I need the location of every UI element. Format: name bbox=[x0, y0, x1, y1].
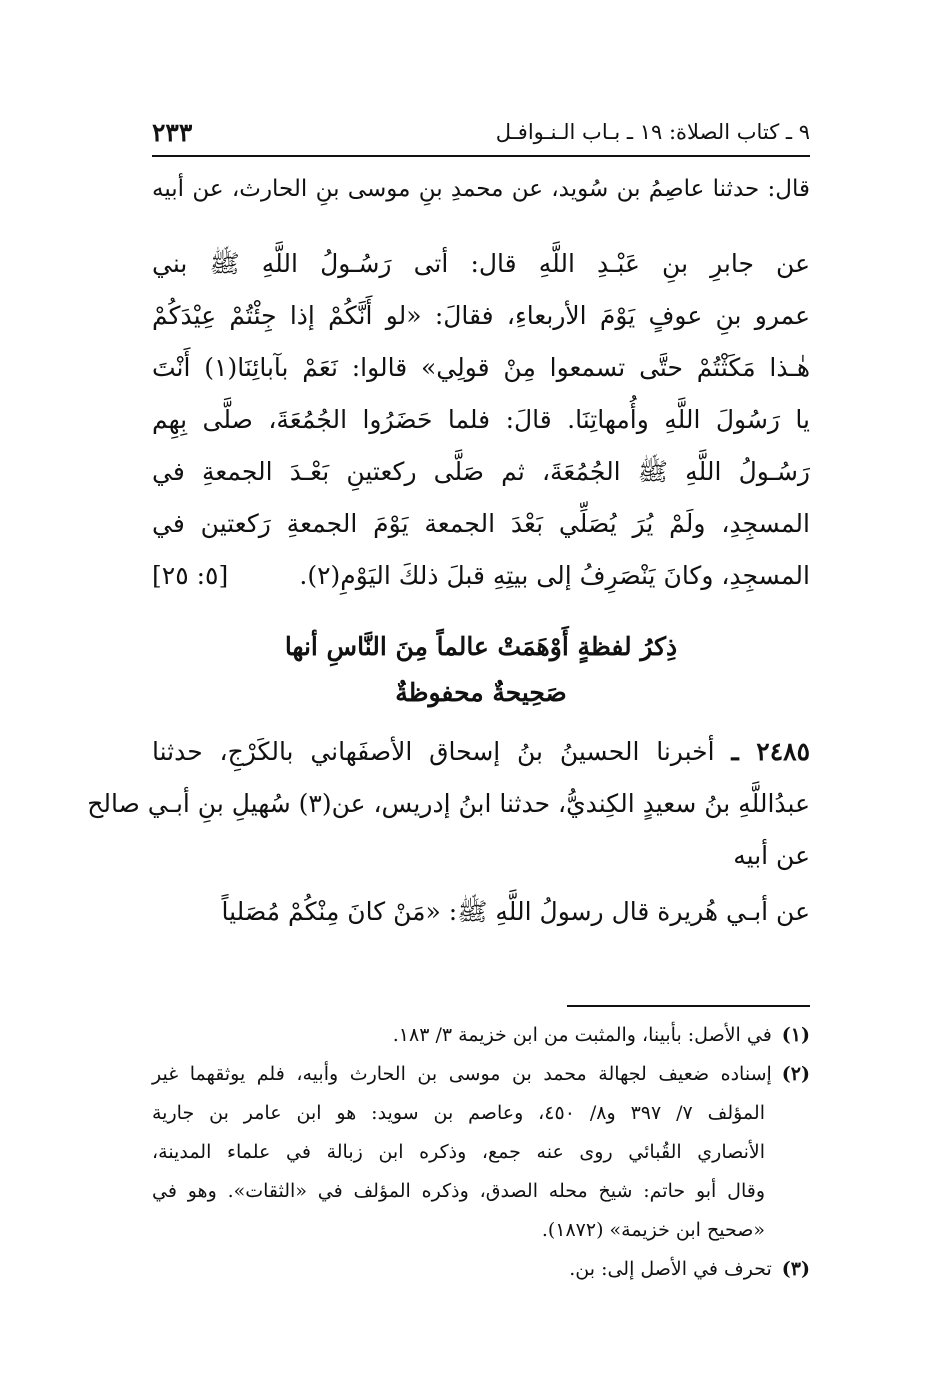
footnotes bbox=[152, 1016, 810, 1289]
text-line-with-reference bbox=[152, 550, 810, 602]
footnote-marker: (١) bbox=[781, 1024, 810, 1046]
hadith-isnad-2 bbox=[87, 726, 810, 882]
header-rule bbox=[152, 155, 810, 157]
footnote-line: المؤلف ٧/ ٣٩٧ و٨/ ٤٥٠، وعاصم بن سويد: هو ابن عامر بن جارية bbox=[152, 1102, 765, 1124]
footnote-2 bbox=[152, 1055, 810, 1094]
text-line: يا رَسُولَ اللَّهِ وأُمهاتِنَا. قالَ: فلما حَضَرُوا الجُمُعَةَ، صلَّى بِهِم bbox=[152, 405, 810, 434]
isnad-intro bbox=[152, 168, 810, 210]
footnote-text: في الأصل: بأبينا، والمثبت من ابن خزيمة ٣/ ١٨٣. bbox=[392, 1024, 772, 1046]
text-line: عن أبـي هُريرة قال رسولُ اللَّهِ ﷺ: «مَنْ كانَ مِنْكُمْ مُصَلياً bbox=[221, 897, 810, 926]
footnote-rule bbox=[567, 1005, 810, 1007]
text-line-rest: أخبرنا الحسينُ بنُ إسحاق الأصفَهاني بالكَرْجِ، حدثنا bbox=[152, 737, 715, 766]
text-line: عن جابرِ بنِ عَبْـدِ اللَّهِ قال: أتى رَسُـولُ اللَّهِ ﷺ بني bbox=[152, 249, 810, 278]
hadith-number: ٢٤٨٥ ـ bbox=[731, 737, 810, 766]
text-line: هٰـذا مَكَثْتُمْ حتَّى تسمعوا مِنْ قولِي» قالوا: نَعَمْ بآبائِنَا(١) أَنْتَ bbox=[152, 353, 811, 382]
footnote-1 bbox=[152, 1016, 810, 1055]
hadith-body-2 bbox=[152, 886, 810, 938]
text-line: المسجِدِ، ولَمْ يُرَ يُصَلِّي بَعْدَ الجمعة يَوْمَ الجمعةِ رَكعتين في bbox=[152, 509, 810, 538]
footnote-text: تحرف في الأصل إلى: بن. bbox=[569, 1258, 772, 1280]
heading-line: ذِكرُ لفظةٍ أَوْهَمَتْ عالماً مِنَ النَّاسِ أنها bbox=[284, 632, 678, 661]
footnote-line: «صحيح ابن خزيمة» (١٨٧٢). bbox=[541, 1219, 765, 1241]
text-line: قال: حدثنا عاصِمُ بن سُويد، عن محمدِ بنِ موسى بنِ الحارث، عن أبيه bbox=[152, 176, 810, 202]
footnote-line: وقال أبو حاتم: شيخ محله الصدق، وذكره المؤلف في «الثقات». وهو في bbox=[152, 1180, 765, 1202]
text-line bbox=[152, 726, 810, 778]
footnote-3 bbox=[152, 1250, 810, 1289]
footnote-marker: (٣) bbox=[781, 1258, 810, 1280]
footnote-text: إسناده ضعيف لجهالة محمد بن موسى بن الحارث وأبيه، فلم يوثقهما غير bbox=[152, 1063, 772, 1085]
footnote-line: الأنصاري القُبائي روى عنه جمع، وذكره ابن زبالة في علماء المدينة، bbox=[152, 1141, 765, 1163]
text-line: رَسُـولُ اللَّهِ ﷺ الجُمُعَةَ، ثم صَلَّى ركعتينِ بَعْـدَ الجمعةِ في bbox=[152, 457, 810, 486]
page-number: ٢٣٣ bbox=[152, 117, 193, 147]
page-header bbox=[152, 112, 810, 152]
running-title: ٩ ـ كتاب الصلاة: ١٩ ـ بـاب الـنـوافـل bbox=[495, 120, 810, 144]
section-heading bbox=[152, 624, 810, 716]
text-line: عمرو بنِ عوفٍ يَوْمَ الأربعاءِ، فقالَ: «لو أَنَّكُمْ إذا جِئْتُمْ عِيْدَكُمْ bbox=[152, 301, 810, 330]
hadith-body-1 bbox=[152, 238, 810, 602]
text-line: المسجِدِ، وكانَ يَنْصَرِفُ إلى بيتِهِ قبلَ ذلكَ اليَوْمِ(٢). bbox=[299, 561, 810, 590]
text-line: عن أبيه bbox=[733, 841, 810, 870]
footnote-marker: (٢) bbox=[781, 1063, 810, 1085]
reference-citation: [٥: ٢٥] bbox=[152, 561, 229, 590]
heading-line: صَحِيحةٌ محفوظةٌ bbox=[395, 678, 567, 707]
text-line: عبدُاللَّهِ بنُ سعيدٍ الكِنديُّ، حدثنا ابنُ إدريس، عن(٣) سُهيلِ بنِ أبـي صالح bbox=[87, 789, 810, 818]
